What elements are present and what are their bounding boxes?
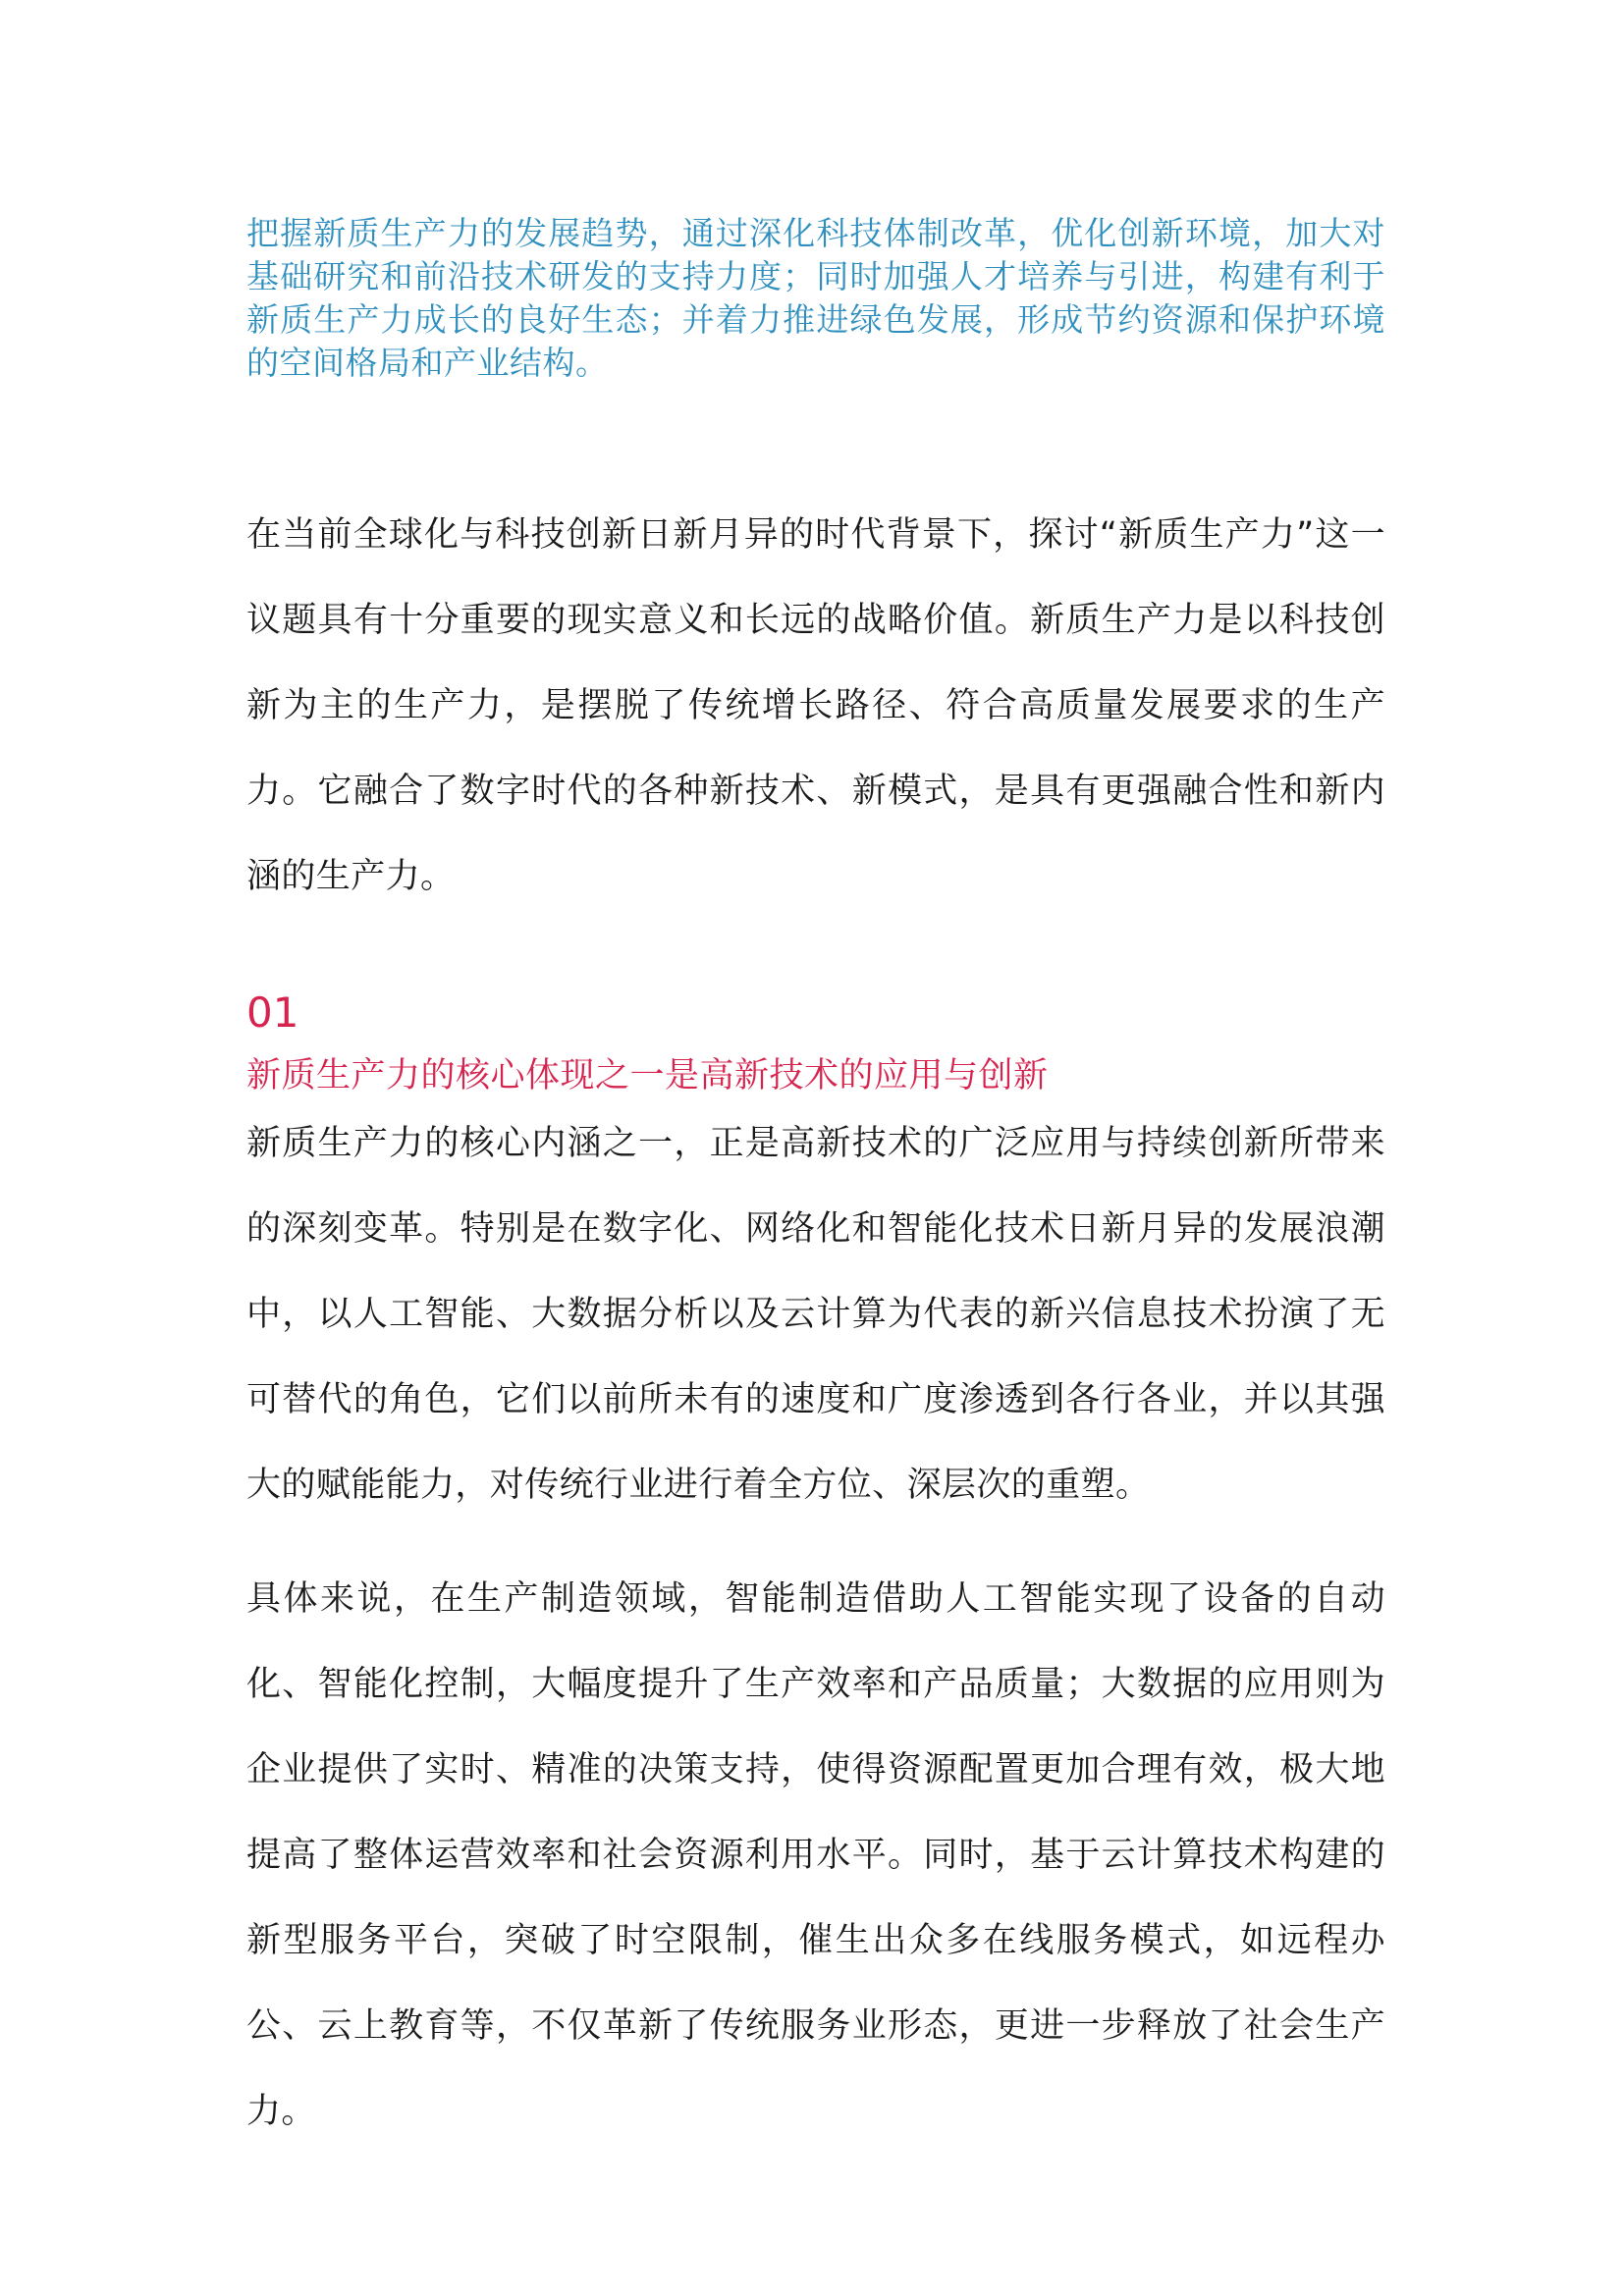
section-paragraph-2: 具体来说，在生产制造领域，智能制造借助人工智能实现了设备的自动化、智能化控制，大幅度提升了生产效率和产品质量；大数据的应用则为企业提供了实时、精准的决策支持，使得资源配置更加合理有效，极大地提高了整体运营效率和社会资源利用水平。同时，基于云计算技术构建的新型服务平台，突破了时空限制，催生出众多在线服务模式，如远程办公、云上教育等，不仅革新了传统服务业形态，更进一步释放了社会生产力。 <box>246 1579 1385 2131</box>
body-paragraph-1: 在当前全球化与科技创新日新月异的时代背景下，探讨“新质生产力”这一议题具有十分重要的现实意义和长远的战略价值。新质生产力是以科技创新为主的生产力，是摆脱了传统增长路径、符合高质量发展要求的生产力。它融合了数字时代的各种新技术、新模式，是具有更强融合性和新内涵的生产力。 <box>246 515 1385 896</box>
intro-paragraph: 把握新质生产力的发展趋势，通过深化科技体制改革，优化创新环境，加大对基础研究和前沿技术研发的支持力度；同时加强人才培养与引进，构建有利于新质生产力成长的良好生态；并着力推进绿色发展，形成节约资源和保护环境的空间格局和产业结构。 <box>246 214 1385 382</box>
section-title: 新质生产力的核心体现之一是高新技术的应用与创新 <box>246 1056 1049 1095</box>
section-number: 01 <box>246 988 299 1037</box>
section-paragraph-1: 新质生产力的核心内涵之一，正是高新技术的广泛应用与持续创新所带来的深刻变革。特别是在数字化、网络化和智能化技术日新月异的发展浪潮中，以人工智能、大数据分析以及云计算为代表的新兴信息技术扮演了无可替代的角色，它们以前所未有的速度和广度渗透到各行各业，并以其强大的赋能能力，对传统行业进行着全方位、深层次的重塑。 <box>246 1124 1385 1505</box>
